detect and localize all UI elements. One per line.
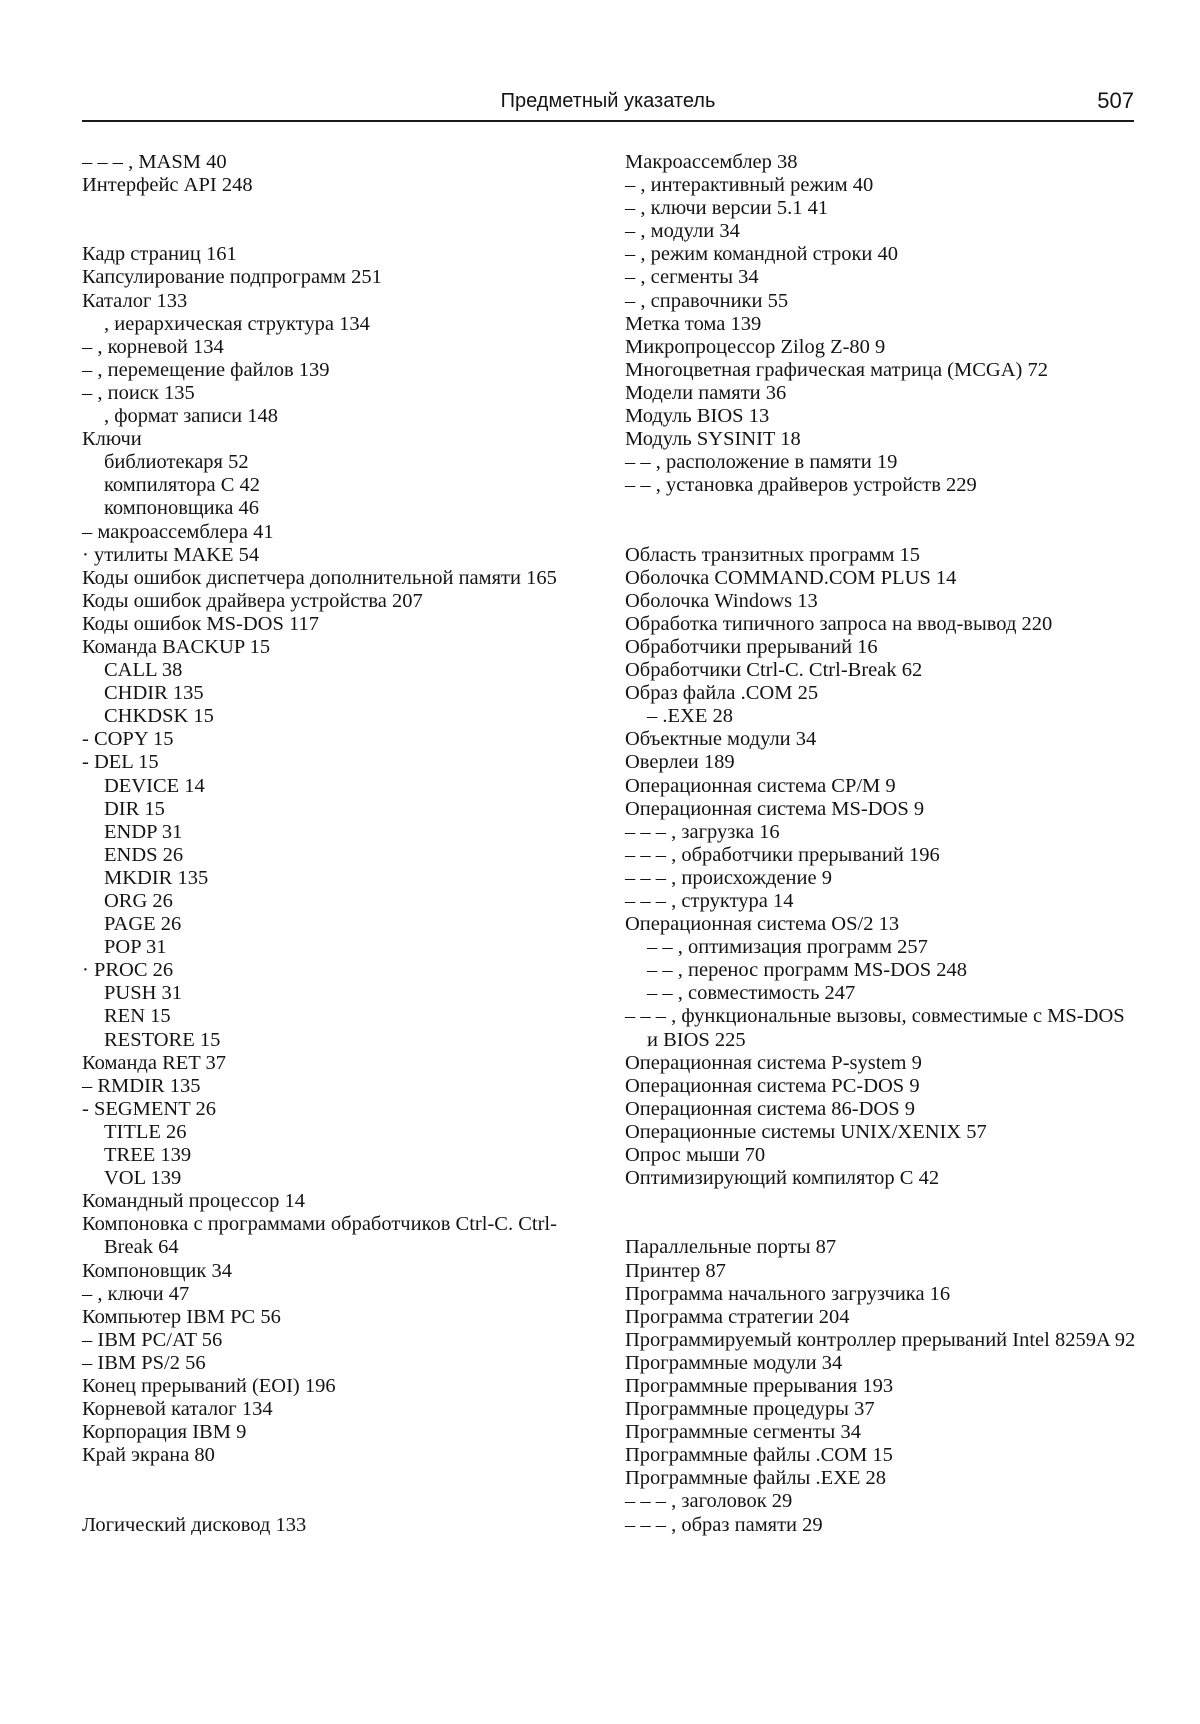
index-entry: Край экрана 80 bbox=[82, 1444, 215, 1467]
index-entry: – – – , загрузка 16 bbox=[625, 820, 780, 843]
index-entry: Коды ошибок диспетчера дополнительной памяти 165 bbox=[82, 566, 557, 589]
index-entry: Оболочка COMMAND.COM PLUS 14 bbox=[625, 566, 957, 589]
index-entry: – – – , MASM 40 bbox=[82, 151, 227, 173]
index-entry: Оверлеи 189 bbox=[625, 751, 735, 774]
index-entry: Многоцветная графическая матрица (MCGA) 72 bbox=[625, 358, 1048, 381]
index-entry: Модуль SYSINIT 18 bbox=[625, 428, 801, 451]
index-entry: Программные файлы .COM 15 bbox=[625, 1444, 893, 1467]
index-entry: – – , расположение в памяти 19 bbox=[625, 451, 898, 474]
index-entry: – – , совместимость 247 bbox=[647, 982, 856, 1005]
index-entry: Макроассемблер 38 bbox=[625, 151, 798, 173]
index-entry: Обработчики Ctrl-C. Ctrl-Break 62 bbox=[625, 659, 923, 682]
index-entry: – – , оптимизация программ 257 bbox=[647, 936, 928, 959]
letter-group-gap bbox=[625, 497, 1137, 520]
index-entry: – – – , функциональные вызовы, совместимые с MS-DOS и BIOS 225 bbox=[625, 1005, 1125, 1051]
index-entry: Оптимизирующий компилятор С 42 bbox=[625, 1167, 940, 1190]
index-entry: MKDIR 135 bbox=[104, 866, 209, 889]
index-entry: – IBM PC/AT 56 bbox=[82, 1328, 223, 1351]
index-entry: - COPY 15 bbox=[82, 728, 174, 751]
index-entry: - DEL 15 bbox=[82, 751, 159, 774]
index-entry: · утилиты MAKE 54 bbox=[82, 543, 260, 566]
index-entry: Коды ошибок драйвера устройства 207 bbox=[82, 589, 423, 612]
index-entry: TITLE 26 bbox=[104, 1120, 187, 1143]
index-entry: Программные модули 34 bbox=[625, 1351, 843, 1374]
index-entry: – , режим командной строки 40 bbox=[625, 243, 898, 266]
index-entry: Модели памяти 36 bbox=[625, 381, 787, 404]
index-entry: – , справочники 55 bbox=[625, 289, 789, 312]
index-entry: – макроассемблера 41 bbox=[82, 520, 274, 543]
index-entry: Интерфейс API 248 bbox=[82, 174, 253, 197]
index-entry: Операционная система MS-DOS 9 bbox=[625, 797, 925, 820]
index-entry: – , интерактивный режим 40 bbox=[625, 174, 874, 197]
index-entry: – , перемещение файлов 139 bbox=[82, 358, 330, 381]
index-entry: Командный процессор 14 bbox=[82, 1190, 306, 1213]
index-entry: Модуль BIOS 13 bbox=[625, 405, 770, 428]
index-entry: ENDP 31 bbox=[104, 820, 183, 843]
index-entry: Программные прерывания 193 bbox=[625, 1374, 894, 1397]
index-entry: CALL 38 bbox=[104, 659, 183, 682]
running-header bbox=[82, 86, 1134, 122]
index-entry: библиотекаря 52 bbox=[104, 451, 249, 474]
index-entry: Микропроцессор Zilog Z-80 9 bbox=[625, 335, 886, 358]
index-entry: RESTORE 15 bbox=[104, 1028, 221, 1051]
index-entry: TREE 139 bbox=[104, 1144, 192, 1167]
index-entry: Кадр страниц 161 bbox=[82, 243, 237, 266]
index-entry: CHDIR 135 bbox=[104, 682, 204, 705]
index-entry: Компьютер IBM PC 56 bbox=[82, 1305, 281, 1328]
index-entry: POP 31 bbox=[104, 936, 167, 959]
index-entry: Компоновка с программами обработчиков Ctrl-C. Ctrl-Break 64 bbox=[82, 1213, 557, 1259]
index-entry: Объектные модули 34 bbox=[625, 728, 817, 751]
letter-group-gap bbox=[625, 521, 1137, 544]
index-entry: – , ключи версии 5.1 41 bbox=[625, 197, 829, 220]
index-entry: – , модули 34 bbox=[625, 220, 740, 243]
index-entry: , иерархическая структура 134 bbox=[104, 312, 370, 335]
index-entry: – – – , структура 14 bbox=[625, 890, 794, 912]
index-entry: Параллельные порты 87 bbox=[625, 1236, 837, 1259]
index-entry: DIR 15 bbox=[104, 797, 165, 820]
index-entry: – – – , образ памяти 29 bbox=[625, 1513, 823, 1536]
letter-group-gap bbox=[625, 1213, 1137, 1236]
index-entry: Операционные системы UNIX/XENIX 57 bbox=[625, 1120, 987, 1143]
index-entry: ORG 26 bbox=[104, 890, 173, 912]
index-entry: – – – , обработчики прерываний 196 bbox=[625, 843, 940, 866]
index-entry: Капсулирование подпрограмм 251 bbox=[82, 266, 382, 289]
index-entry: – , ключи 47 bbox=[82, 1282, 190, 1305]
index-entry: – – – , заголовок 29 bbox=[625, 1490, 793, 1513]
index-entry: Область транзитных программ 15 bbox=[625, 543, 921, 566]
index-entry: Программные процедуры 37 bbox=[625, 1398, 875, 1421]
index-entry: Корпорация IBM 9 bbox=[82, 1421, 247, 1444]
index-entry: Логический дисковод 133 bbox=[82, 1513, 307, 1536]
index-entry: Операционная система P-system 9 bbox=[625, 1051, 922, 1074]
index-column-left bbox=[82, 151, 592, 1537]
index-entry: Опрос мыши 70 bbox=[625, 1144, 766, 1167]
index-entry: Операционная система PC-DOS 9 bbox=[625, 1074, 920, 1097]
index-entry: Обработчики прерываний 16 bbox=[625, 635, 878, 658]
index-entry: REN 15 bbox=[104, 1005, 171, 1028]
index-entry: PUSH 31 bbox=[104, 982, 183, 1005]
index-entry: Конец прерываний (EOI) 196 bbox=[82, 1374, 336, 1397]
index-entry: ENDS 26 bbox=[104, 843, 184, 866]
index-entry: - SEGMENT 26 bbox=[82, 1097, 217, 1120]
index-entry: Оболочка Windows 13 bbox=[625, 589, 818, 612]
index-entry: Операционная система OS/2 13 bbox=[625, 913, 900, 936]
index-entry: Программные сегменты 34 bbox=[625, 1421, 861, 1444]
index-entry: Корневой каталог 134 bbox=[82, 1398, 273, 1421]
index-entry: CHKDSK 15 bbox=[104, 705, 214, 728]
index-entry: – – , перенос программ MS-DOS 248 bbox=[647, 959, 968, 982]
index-entry: Программные файлы .EXE 28 bbox=[625, 1467, 887, 1490]
index-entry: Ключи bbox=[82, 428, 142, 451]
index-entry: Образ файла .COM 25 bbox=[625, 682, 819, 705]
letter-group-gap bbox=[625, 1190, 1137, 1213]
index-entry: Программа начального загрузчика 16 bbox=[625, 1282, 951, 1305]
index-entry: – – , установка драйверов устройств 229 bbox=[625, 474, 977, 497]
index-entry: , формат записи 148 bbox=[104, 405, 279, 428]
index-entry: компоновщика 46 bbox=[104, 497, 260, 520]
letter-group-gap bbox=[82, 1467, 592, 1490]
index-entry: DEVICE 14 bbox=[104, 774, 205, 797]
index-entry: – , сегменты 34 bbox=[625, 266, 759, 289]
index-entry: VOL 139 bbox=[104, 1167, 182, 1190]
index-entry: Обработка типичного запроса на ввод-вывод 220 bbox=[625, 612, 1053, 635]
index-entry: – .EXE 28 bbox=[647, 705, 733, 728]
index-entry: – IBM PS/2 56 bbox=[82, 1351, 206, 1374]
index-entry: Операционная система 86-DOS 9 bbox=[625, 1097, 916, 1120]
page-number: 507 bbox=[1097, 88, 1134, 113]
index-entry: – – – , происхождение 9 bbox=[625, 866, 832, 889]
index-column-right bbox=[625, 151, 1137, 1537]
index-entry: Принтер 87 bbox=[625, 1259, 726, 1282]
index-entry: – , поиск 135 bbox=[82, 381, 195, 404]
index-entry: Программируемый контроллер прерываний Intel 8259A 92 bbox=[625, 1328, 1136, 1351]
index-entry: компилятора С 42 bbox=[104, 474, 261, 497]
index-entry: Программа стратегии 204 bbox=[625, 1305, 850, 1328]
index-entry: · PROC 26 bbox=[82, 959, 174, 982]
index-entry: Коды ошибок MS-DOS 117 bbox=[82, 612, 319, 635]
index-entry: Команда RET 37 bbox=[82, 1051, 227, 1074]
letter-group-gap bbox=[82, 220, 592, 243]
index-entry: Компоновщик 34 bbox=[82, 1259, 232, 1282]
index-entry: Каталог 133 bbox=[82, 289, 188, 312]
index-entry: Команда BACKUP 15 bbox=[82, 635, 271, 658]
letter-group-gap bbox=[82, 197, 592, 220]
index-entry: – , корневой 134 bbox=[82, 335, 224, 358]
letter-group-gap bbox=[82, 1490, 592, 1513]
header-title: Предметный указатель bbox=[500, 90, 716, 112]
index-entry: PAGE 26 bbox=[104, 913, 182, 936]
index-entry: Метка тома 139 bbox=[625, 312, 762, 335]
index-entry: – RMDIR 135 bbox=[82, 1074, 201, 1097]
index-entry: Операционная система CP/M 9 bbox=[625, 774, 896, 797]
